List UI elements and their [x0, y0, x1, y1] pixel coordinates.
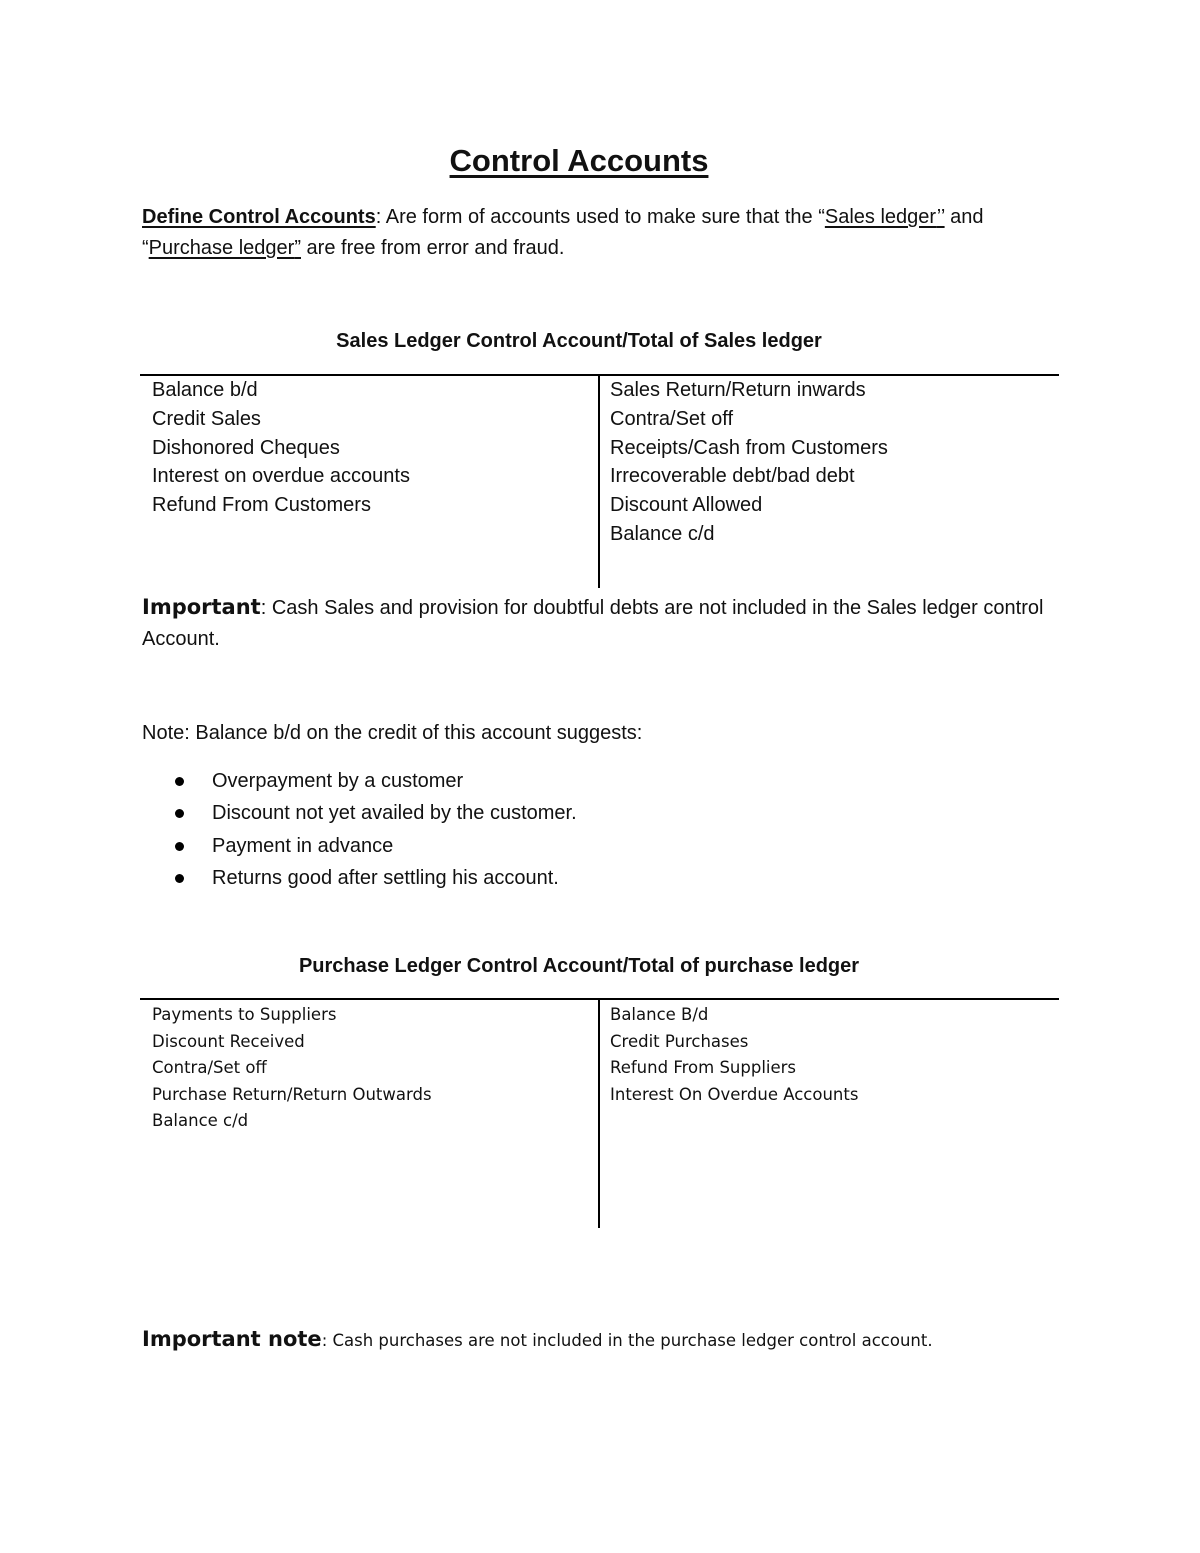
sales-debit-item: Refund From Customers [152, 494, 371, 517]
list-item-text: Overpayment by a customer [212, 770, 464, 792]
bullet-icon [175, 777, 184, 786]
important-sales-note [142, 592, 1062, 655]
purchase-ledger-credit-column [610, 1002, 858, 1108]
page-title: Control Accounts [449, 143, 709, 178]
definition-paragraph [142, 202, 1062, 264]
definition-text-before: Are form of accounts used to make sure that the [381, 206, 819, 228]
list-item [142, 765, 577, 797]
definition-term: Define Control Accounts [142, 206, 376, 228]
sales-debit-item: Dishonored Cheques [152, 436, 340, 459]
purchase-credit-item: Balance B/d [610, 1005, 709, 1024]
important-note-label: Important note [142, 1327, 322, 1351]
definition-colon: : [375, 206, 382, 228]
sales-credit-item: Discount Allowed [610, 494, 763, 517]
important-label: Important [142, 595, 261, 619]
purchase-debit-item: Payments to Suppliers [152, 1005, 337, 1024]
list-item-text: Discount not yet availed by the customer. [212, 802, 577, 825]
sales-ledger-credit-column [610, 376, 888, 549]
list-item [142, 830, 577, 862]
sales-credit-item: Receipts/Cash from Customers [610, 436, 888, 459]
purchase-credit-item: Credit Purchases [610, 1031, 749, 1051]
quote-open-1: “ [818, 206, 825, 228]
list-item [142, 862, 577, 894]
list-item-text: Payment in advance [212, 834, 394, 857]
sales-credit-item: Contra/Set off [610, 407, 734, 430]
sales-ledger-divider [598, 374, 600, 588]
sales-credit-item: Irrecoverable debt/bad debt [610, 465, 855, 488]
sales-debit-item: Credit Sales [152, 407, 261, 430]
note-bullet-list [142, 765, 577, 894]
definition-text-and: and [944, 206, 984, 228]
sales-debit-item: Interest on overdue accounts [152, 465, 410, 488]
purchase-credit-item: Refund From Suppliers [610, 1058, 797, 1078]
sales-credit-item: Balance c/d [610, 522, 715, 545]
sales-credit-item: Sales Return/Return inwards [610, 379, 866, 401]
quote-open-2: “ [142, 237, 149, 259]
purchase-ledger-term: Purchase ledger [148, 237, 295, 259]
quote-close-1: ’’ [936, 206, 945, 228]
purchase-debit-item: Purchase Return/Return Outwards [152, 1084, 432, 1104]
note-intro: Note: Balance b/d on the credit of this account suggests: [142, 722, 643, 744]
purchase-ledger-debit-column [152, 1002, 432, 1135]
sales-ledger-debit-column [152, 376, 410, 520]
list-item-text: Returns good after settling his account. [212, 866, 559, 889]
sales-debit-item: Balance b/d [152, 379, 258, 401]
purchase-credit-item: Interest On Overdue Accounts [610, 1084, 859, 1104]
important-note-text: : Cash purchases are not included in the purchase ledger control account. [321, 1331, 933, 1350]
bullet-icon [175, 809, 184, 818]
purchase-ledger-heading: Purchase Ledger Control Account/Total of purchase ledger [298, 955, 860, 977]
sales-ledger-heading: Sales Ledger Control Account/Total of Sales ledger [336, 330, 822, 352]
quote-close-2: ” [294, 237, 301, 259]
bullet-icon [175, 874, 184, 883]
important-text: : Cash Sales and provision for doubtful debts are not included in the Sales ledger control Account. [142, 597, 1044, 650]
purchase-debit-item: Contra/Set off [152, 1058, 267, 1078]
purchase-ledger-divider [598, 998, 600, 1228]
bullet-icon [175, 842, 184, 851]
definition-text-after: are free from error and fraud. [301, 237, 565, 259]
purchase-debit-item: Balance c/d [152, 1111, 249, 1131]
list-item [142, 797, 577, 829]
sales-ledger-term: Sales ledger [824, 206, 937, 228]
important-purchase-note [142, 1327, 933, 1351]
purchase-debit-item: Discount Received [152, 1031, 305, 1051]
